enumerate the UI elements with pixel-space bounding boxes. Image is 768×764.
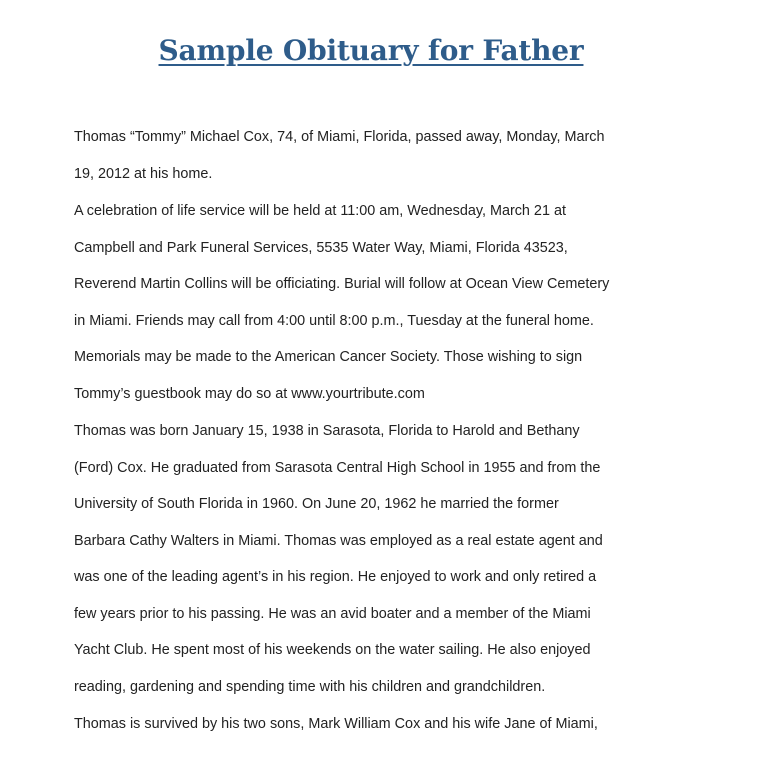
- text-line: in Miami. Friends may call from 4:00 until 8:00 p.m., Tuesday at the funeral home.: [74, 312, 594, 329]
- text-line: few years prior to his passing. He was an avid boater and a member of the Miami: [74, 605, 591, 622]
- text-line: Barbara Cathy Walters in Miami. Thomas was employed as a real estate agent and: [74, 532, 603, 549]
- text-line: A celebration of life service will be held at 11:00 am, Wednesday, March 21 at: [74, 203, 566, 219]
- text-line: Thomas is survived by his two sons, Mark William Cox and his wife Jane of Miami,: [74, 716, 598, 732]
- text-line: 19, 2012 at his home.: [74, 165, 213, 182]
- paragraph-service-details: [74, 193, 674, 412]
- obituary-body: [74, 119, 674, 744]
- text-line: reading, gardening and spending time with his children and grandchildren.: [74, 678, 546, 695]
- text-line: Thomas was born January 15, 1938 in Sarasota, Florida to Harold and Bethany: [74, 423, 580, 439]
- paragraph-death-notice: [74, 119, 674, 192]
- paragraph-survivors: [74, 706, 674, 743]
- page-title: Sample Obituary for Father: [158, 34, 584, 67]
- text-line: Thomas “Tommy” Michael Cox, 74, of Miami, Florida, passed away, Monday, March: [74, 129, 605, 145]
- text-line: Tommy’s guestbook may do so at www.yourtribute.com: [74, 385, 425, 402]
- text-line: University of South Florida in 1960. On June 20, 1962 he married the former: [74, 496, 559, 512]
- paragraph-biography: [74, 413, 674, 705]
- text-line: Reverend Martin Collins will be officiating. Burial will follow at Ocean View Cemetery: [74, 276, 610, 292]
- text-line: Memorials may be made to the American Cancer Society. Those wishing to sign: [74, 349, 583, 365]
- text-line: Yacht Club. He spent most of his weekends on the water sailing. He also enjoyed: [74, 642, 591, 658]
- text-line: Campbell and Park Funeral Services, 5535 Water Way, Miami, Florida 43523,: [74, 239, 568, 256]
- text-line: (Ford) Cox. He graduated from Sarasota Central High School in 1955 and from the: [74, 459, 601, 476]
- text-line: was one of the leading agent’s in his region. He enjoyed to work and only retired a: [74, 569, 597, 585]
